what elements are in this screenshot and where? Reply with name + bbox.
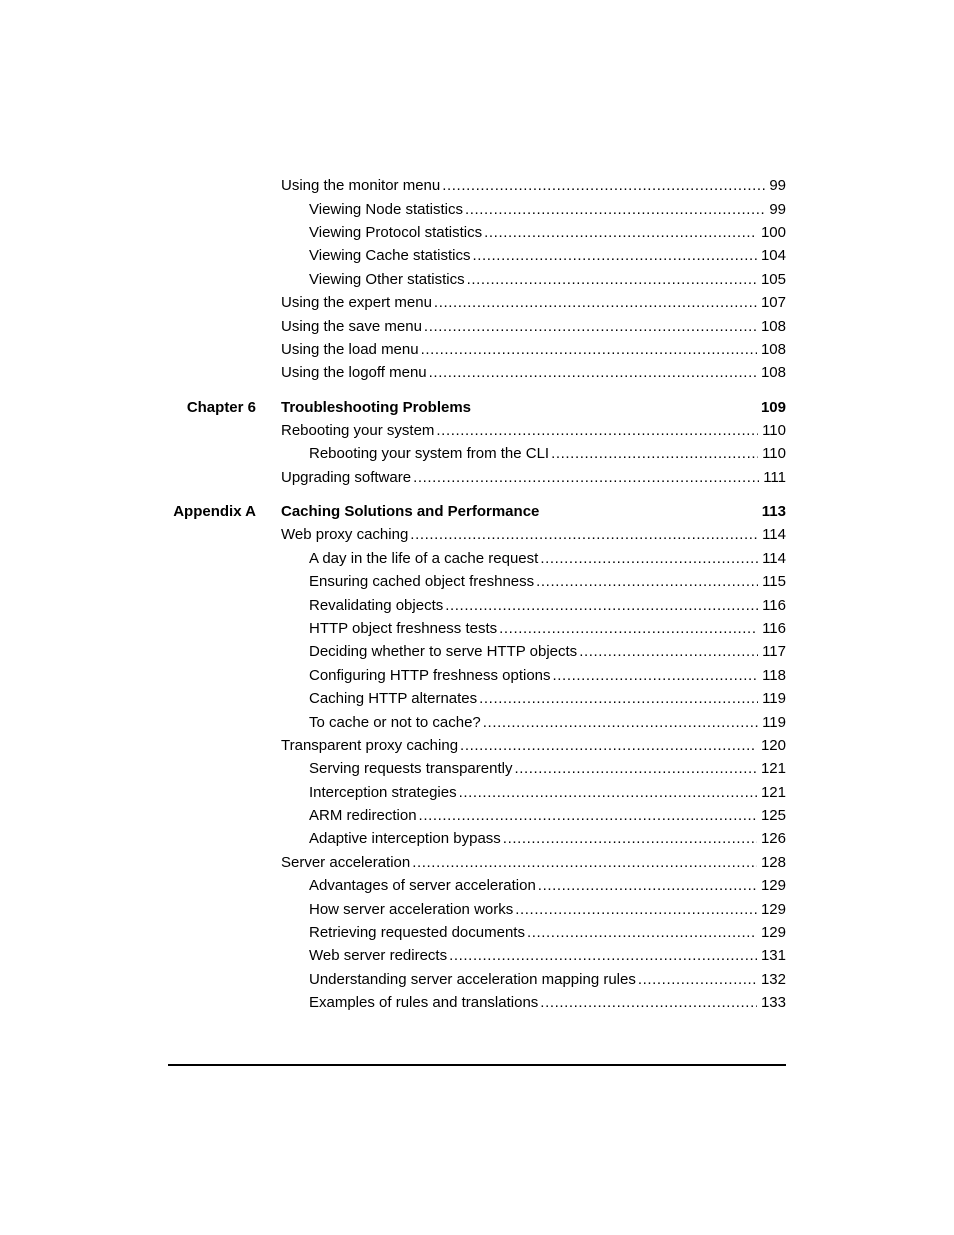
toc-entry-title: Understanding server acceleration mapping rules bbox=[309, 971, 636, 988]
toc-page-number: 108 bbox=[760, 318, 786, 335]
toc-page-number: 133 bbox=[760, 994, 786, 1011]
toc-entry-title: ARM redirection bbox=[309, 807, 417, 824]
toc-entry[interactable] bbox=[0, 293, 954, 313]
toc-heading-row[interactable] bbox=[0, 502, 954, 522]
toc-entry-title: Using the load menu bbox=[281, 341, 419, 358]
dot-leader bbox=[442, 176, 765, 196]
toc-entry[interactable] bbox=[0, 572, 954, 592]
toc-section-label: Appendix A bbox=[173, 503, 256, 520]
dot-leader bbox=[429, 363, 757, 383]
toc-page-number: 114 bbox=[762, 550, 786, 567]
toc-entry-title: Revalidating objects bbox=[309, 597, 444, 614]
toc-entry-title: Upgrading software bbox=[281, 469, 412, 486]
toc-page-number: 99 bbox=[769, 177, 786, 194]
dot-leader bbox=[434, 293, 757, 313]
toc-entry-title: Serving requests transparently bbox=[309, 760, 513, 777]
toc-entry-title: A day in the life of a cache request bbox=[309, 550, 539, 567]
toc-entry[interactable] bbox=[0, 223, 954, 243]
toc-entry[interactable] bbox=[0, 200, 954, 220]
toc-entry-title: Examples of rules and translations bbox=[309, 994, 539, 1011]
toc-entry-title: Rebooting your system from the CLI bbox=[309, 445, 550, 462]
toc-page-number: 126 bbox=[760, 830, 786, 847]
toc-page-number: 129 bbox=[760, 901, 786, 918]
toc-entry[interactable] bbox=[0, 444, 954, 464]
dot-leader bbox=[459, 783, 757, 803]
toc-entry[interactable] bbox=[0, 642, 954, 662]
toc-entry[interactable] bbox=[0, 176, 954, 196]
toc-entry[interactable] bbox=[0, 946, 954, 966]
dot-leader bbox=[449, 946, 757, 966]
dot-leader bbox=[472, 246, 757, 266]
footer-rule bbox=[168, 1064, 786, 1066]
dot-leader bbox=[553, 666, 759, 686]
toc-page-number: 117 bbox=[762, 643, 786, 660]
toc-page-number: 111 bbox=[763, 469, 786, 486]
toc-entry-title: Viewing Node statistics bbox=[309, 201, 463, 218]
toc-page-number: 116 bbox=[762, 597, 786, 614]
toc-entry-title: How server acceleration works bbox=[309, 901, 514, 918]
toc-page-number: 128 bbox=[760, 854, 786, 871]
toc-page-number: 108 bbox=[760, 364, 786, 381]
toc-page-number: 121 bbox=[760, 760, 786, 777]
toc-entry-title: To cache or not to cache? bbox=[309, 714, 481, 731]
toc-entry[interactable] bbox=[0, 270, 954, 290]
toc-entry[interactable] bbox=[0, 363, 954, 383]
toc-entry[interactable] bbox=[0, 806, 954, 826]
toc-page-number: 131 bbox=[760, 947, 786, 964]
dot-leader bbox=[514, 759, 757, 779]
toc-entry-title: Ensuring cached object freshness bbox=[309, 573, 535, 590]
toc-page-number: 119 bbox=[762, 690, 786, 707]
toc-page-number: 119 bbox=[762, 714, 786, 731]
toc-entry-title: Using the monitor menu bbox=[281, 177, 441, 194]
toc-entry-title: Interception strategies bbox=[309, 784, 457, 801]
toc-entry[interactable] bbox=[0, 923, 954, 943]
dot-leader bbox=[538, 876, 757, 896]
dot-leader bbox=[436, 421, 758, 441]
dot-leader bbox=[515, 900, 757, 920]
dot-leader bbox=[465, 200, 765, 220]
dot-leader bbox=[638, 970, 757, 990]
toc-page-number: 121 bbox=[760, 784, 786, 801]
toc-entry-title: Rebooting your system bbox=[281, 422, 435, 439]
dot-leader bbox=[579, 642, 758, 662]
toc-page-number: 110 bbox=[762, 445, 786, 462]
toc-entry-title: Troubleshooting Problems bbox=[281, 399, 472, 416]
toc-entry[interactable] bbox=[0, 596, 954, 616]
dot-leader bbox=[479, 689, 758, 709]
toc-entry[interactable] bbox=[0, 246, 954, 266]
dot-leader bbox=[483, 713, 758, 733]
toc-entry-title: Transparent proxy caching bbox=[281, 737, 459, 754]
toc-heading-row[interactable] bbox=[0, 398, 954, 418]
toc-entry-title: Retrieving requested documents bbox=[309, 924, 525, 941]
dot-leader bbox=[503, 829, 757, 849]
toc-page-number: 115 bbox=[762, 573, 786, 590]
toc-page-number: 107 bbox=[760, 294, 786, 311]
toc-entry[interactable] bbox=[0, 900, 954, 920]
toc-page-number: 132 bbox=[760, 971, 786, 988]
toc-entry[interactable] bbox=[0, 619, 954, 639]
toc-entry-title: Configuring HTTP freshness options bbox=[309, 667, 551, 684]
toc-entry-title: Server acceleration bbox=[281, 854, 411, 871]
toc-entry-title: Advantages of server acceleration bbox=[309, 877, 536, 894]
dot-leader bbox=[499, 619, 758, 639]
toc-entry[interactable] bbox=[0, 759, 954, 779]
toc-entry-title: Viewing Other statistics bbox=[309, 271, 465, 288]
toc-entry-title: Deciding whether to serve HTTP objects bbox=[309, 643, 578, 660]
toc-entry-title: Viewing Protocol statistics bbox=[309, 224, 483, 241]
dot-leader bbox=[421, 340, 757, 360]
toc-entry-title: Caching HTTP alternates bbox=[309, 690, 478, 707]
toc-page-number: 116 bbox=[762, 620, 786, 637]
toc-entry[interactable] bbox=[0, 876, 954, 896]
toc-entry[interactable] bbox=[0, 549, 954, 569]
toc-entry[interactable] bbox=[0, 736, 954, 756]
toc-entry[interactable] bbox=[0, 317, 954, 337]
dot-leader bbox=[467, 270, 757, 290]
dot-leader bbox=[527, 923, 757, 943]
dot-leader bbox=[412, 853, 757, 873]
dot-leader bbox=[540, 549, 758, 569]
toc-entry-title: Using the logoff menu bbox=[281, 364, 427, 381]
dot-leader bbox=[424, 317, 757, 337]
dot-leader bbox=[410, 525, 758, 545]
toc-entry[interactable] bbox=[0, 783, 954, 803]
toc-entry[interactable] bbox=[0, 970, 954, 990]
toc-page-number: 120 bbox=[760, 737, 786, 754]
toc-page-number: 108 bbox=[760, 341, 786, 358]
toc-page-number: 125 bbox=[760, 807, 786, 824]
dot-leader bbox=[536, 572, 758, 592]
toc-entry-title: Adaptive interception bypass bbox=[309, 830, 501, 847]
toc-entry-title: Using the save menu bbox=[281, 318, 422, 335]
dot-leader bbox=[484, 223, 757, 243]
toc-entry-title: Caching Solutions and Performance bbox=[281, 503, 540, 520]
toc-entry[interactable] bbox=[0, 713, 954, 733]
dot-leader bbox=[419, 806, 757, 826]
toc-page-number: 105 bbox=[760, 271, 786, 288]
toc-section-label: Chapter 6 bbox=[186, 399, 256, 416]
toc-page-number: 129 bbox=[760, 924, 786, 941]
toc-entry[interactable] bbox=[0, 993, 954, 1013]
toc-page-number: 104 bbox=[760, 247, 786, 264]
toc-page-number: 109 bbox=[760, 399, 786, 416]
toc-page-number: 99 bbox=[769, 201, 786, 218]
dot-leader bbox=[551, 444, 758, 464]
toc-entry[interactable] bbox=[0, 853, 954, 873]
toc-page-number: 129 bbox=[760, 877, 786, 894]
toc-entry-title: Web server redirects bbox=[309, 947, 448, 964]
toc-entry[interactable] bbox=[0, 689, 954, 709]
toc-page-number: 110 bbox=[762, 422, 786, 439]
dot-leader bbox=[540, 993, 757, 1013]
toc-entry[interactable] bbox=[0, 340, 954, 360]
toc-page-number: 113 bbox=[761, 503, 786, 520]
toc-entry[interactable] bbox=[0, 666, 954, 686]
dot-leader bbox=[445, 596, 758, 616]
toc-page-number: 118 bbox=[762, 667, 786, 684]
toc-entry[interactable] bbox=[0, 421, 954, 441]
dot-leader bbox=[413, 468, 759, 488]
toc-entry[interactable] bbox=[0, 468, 954, 488]
toc-entry-title: Web proxy caching bbox=[281, 526, 409, 543]
toc-entry[interactable] bbox=[0, 525, 954, 545]
dot-leader bbox=[460, 736, 757, 756]
toc-entry[interactable] bbox=[0, 829, 954, 849]
toc-entry-title: HTTP object freshness tests bbox=[309, 620, 498, 637]
toc-entry-title: Viewing Cache statistics bbox=[309, 247, 471, 264]
toc-entry-title: Using the expert menu bbox=[281, 294, 432, 311]
toc-page-number: 100 bbox=[760, 224, 786, 241]
toc-page-number: 114 bbox=[762, 526, 786, 543]
